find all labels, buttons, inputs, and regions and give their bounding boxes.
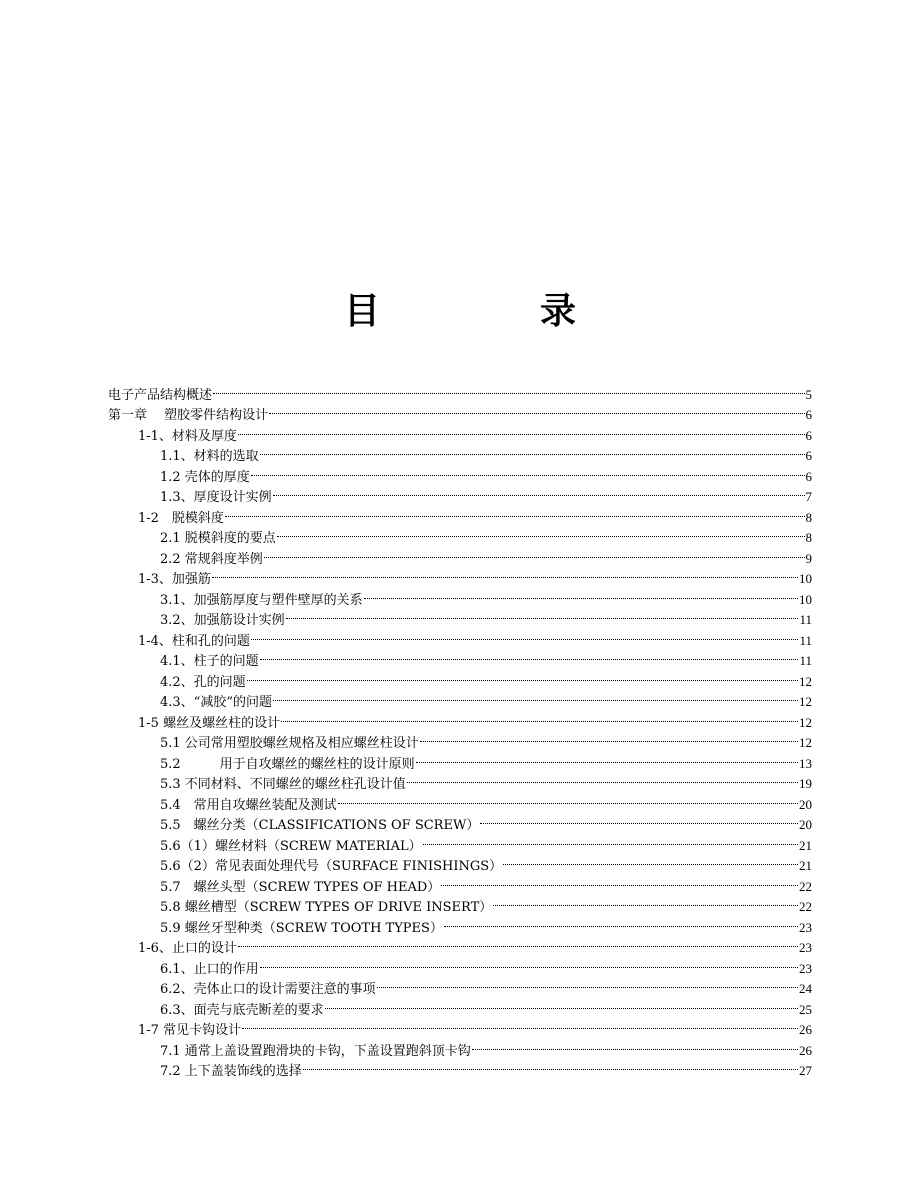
toc-dot-leader bbox=[281, 706, 798, 727]
toc-dot-leader bbox=[251, 460, 805, 481]
toc-entry-page-number: 23 bbox=[799, 919, 812, 935]
toc-entry-page-number: 10 bbox=[799, 571, 812, 586]
toc-entry-page-number: 6 bbox=[805, 468, 812, 484]
toc-entry-page-number: 6 bbox=[805, 448, 812, 463]
toc-entry-label: 第一章 塑胶零件结构设计 bbox=[108, 408, 269, 423]
toc-entry-page-number: 6 bbox=[805, 407, 812, 422]
toc-entry-label: 5.6（2）常见表面处理代号（SURFACE FINISHINGS） bbox=[160, 859, 503, 874]
toc-entry-label: 4.1、柱子的问题 bbox=[160, 654, 259, 669]
toc-entry[interactable] bbox=[108, 563, 812, 587]
toc-entry[interactable] bbox=[108, 583, 812, 608]
toc-dot-leader bbox=[238, 419, 805, 440]
toc-entry-page-number: 22 bbox=[799, 899, 812, 914]
toc-entry-page-number: 5 bbox=[805, 386, 812, 402]
toc-entry-label: 1.1、材料的选取 bbox=[160, 449, 259, 464]
page-title: 目 录 bbox=[343, 290, 638, 332]
toc-dot-leader bbox=[251, 624, 799, 645]
toc-entry-page-number: 11 bbox=[799, 612, 812, 627]
toc-dot-leader bbox=[286, 604, 799, 625]
toc-dot-leader bbox=[480, 809, 798, 830]
toc-dot-leader bbox=[264, 542, 805, 563]
toc-entry-label: 5.5 螺丝分类（CLASSIFICATIONS OF SCREW） bbox=[160, 818, 480, 833]
toc-dot-leader bbox=[303, 1055, 798, 1076]
toc-entry-page-number: 23 bbox=[799, 940, 812, 955]
toc-entry-page-number: 26 bbox=[799, 1042, 812, 1058]
toc-dot-leader bbox=[213, 378, 804, 399]
toc-entry-label: 5.4 常用自攻螺丝装配及测试 bbox=[160, 797, 337, 813]
toc-entry-page-number: 23 bbox=[799, 960, 812, 976]
toc-entry[interactable] bbox=[108, 378, 812, 403]
toc-dot-leader bbox=[493, 891, 798, 912]
toc-dot-leader bbox=[242, 1014, 798, 1035]
toc-entry-label: 4.3、“减胶”的问题 bbox=[160, 695, 272, 710]
toc-dot-leader bbox=[260, 645, 799, 666]
toc-entry-label: 1-4、柱和孔的问题 bbox=[138, 633, 250, 649]
toc-dot-leader bbox=[260, 952, 798, 973]
toc-dot-leader bbox=[338, 788, 798, 809]
toc-entry-label: 1-1、材料及厚度 bbox=[138, 428, 237, 444]
toc-entry-label: 1.2 壳体的厚度 bbox=[160, 469, 250, 485]
toc-entry-page-number: 12 bbox=[799, 735, 812, 750]
toc-entry-label: 6.2、壳体止口的设计需要注意的事项 bbox=[160, 982, 376, 997]
toc-entry-label: 5.1 公司常用塑胶螺丝规格及相应螺丝柱设计 bbox=[160, 736, 419, 751]
toc-entry-page-number: 11 bbox=[799, 653, 812, 668]
toc-entry-page-number: 7 bbox=[805, 489, 812, 504]
toc-entry-label: 4.2、孔的问题 bbox=[160, 674, 246, 690]
toc-entry-label: 5.3 不同材料、不同螺丝的螺丝柱孔设计值 bbox=[160, 777, 406, 792]
toc-dot-leader bbox=[444, 911, 798, 932]
toc-entry-label: 3.1、加强筋厚度与塑件壁厚的关系 bbox=[160, 592, 363, 608]
toc-entry-label: 5.9 螺丝牙型种类（SCREW TOOTH TYPES） bbox=[160, 920, 443, 936]
toc-entry-page-number: 11 bbox=[799, 632, 812, 648]
toc-dot-leader bbox=[441, 870, 798, 891]
toc-dot-leader bbox=[273, 481, 805, 502]
toc-entry-label: 5.2 用于自攻螺丝的螺丝柱的设计原则 bbox=[160, 756, 415, 772]
toc-entry-page-number: 6 bbox=[805, 427, 812, 443]
toc-dot-leader bbox=[247, 665, 798, 686]
toc-entry-label: 1-5 螺丝及螺丝柱的设计 bbox=[138, 715, 281, 731]
toc-entry-page-number: 8 bbox=[805, 530, 812, 545]
toc-entry-label: 电子产品结构概述 bbox=[108, 387, 213, 403]
toc-dot-leader bbox=[277, 522, 805, 543]
toc-dot-leader bbox=[416, 747, 798, 768]
toc-entry-page-number: 20 bbox=[799, 817, 812, 832]
toc-dot-leader bbox=[423, 829, 798, 850]
toc-entry-page-number: 13 bbox=[799, 755, 812, 771]
toc-entry-page-number: 12 bbox=[799, 673, 812, 689]
toc-dot-leader bbox=[377, 973, 798, 994]
toc-entry-page-number: 24 bbox=[799, 981, 812, 996]
toc-entry-label: 6.1、止口的作用 bbox=[160, 961, 259, 977]
toc-entry-page-number: 27 bbox=[799, 1063, 812, 1078]
toc-entry-page-number: 20 bbox=[799, 796, 812, 812]
toc-dot-leader bbox=[269, 399, 804, 420]
toc-dot-leader bbox=[472, 1034, 798, 1055]
toc-entry-label: 1-2 脱模斜度 bbox=[138, 510, 224, 526]
toc-entry-label: 6.3、面壳与底壳断差的要求 bbox=[160, 1002, 324, 1018]
toc-entry-page-number: 22 bbox=[799, 878, 812, 894]
toc-dot-leader bbox=[260, 440, 805, 461]
toc-entry-page-number: 21 bbox=[799, 858, 812, 873]
toc-entry-label: 5.6（1）螺丝材料（SCREW MATERIAL） bbox=[160, 838, 422, 854]
toc-entry-label: 7.1 通常上盖设置跑滑块的卡钩，下盖设置跑斜顶卡钩 bbox=[160, 1043, 471, 1059]
toc-entry-page-number: 8 bbox=[805, 509, 812, 525]
toc-entry-page-number: 25 bbox=[799, 1001, 812, 1017]
toc-dot-leader bbox=[225, 501, 805, 522]
toc-entry-label: 7.2 上下盖装饰线的选择 bbox=[160, 1064, 302, 1079]
toc-entry-page-number: 26 bbox=[799, 1022, 812, 1037]
toc-entry-label: 2.2 常规斜度举例 bbox=[160, 551, 263, 567]
toc-entry-page-number: 10 bbox=[799, 591, 812, 607]
toc-entry-label: 1-3、加强筋 bbox=[138, 572, 211, 587]
toc-entry-label: 1.3、厚度设计实例 bbox=[160, 490, 272, 505]
toc-entry-page-number: 9 bbox=[805, 550, 812, 566]
toc-entry-page-number: 19 bbox=[799, 776, 812, 791]
toc-dot-leader bbox=[238, 932, 798, 953]
toc-entry-label: 2.1 脱模斜度的要点 bbox=[160, 531, 276, 546]
toc-dot-leader bbox=[364, 583, 798, 604]
toc-dot-leader bbox=[420, 727, 798, 748]
toc-entry-label: 1-6、止口的设计 bbox=[138, 941, 237, 956]
toc-dot-leader bbox=[325, 993, 798, 1014]
toc-entry-label: 1-7 常见卡钩设计 bbox=[138, 1023, 242, 1038]
toc-entry[interactable] bbox=[108, 399, 812, 423]
toc-entry-page-number: 12 bbox=[799, 694, 812, 709]
toc-entry-label: 3.2、加强筋设计实例 bbox=[160, 613, 285, 628]
toc-entry-label: 5.8 螺丝槽型（SCREW TYPES OF DRIVE INSERT） bbox=[160, 900, 493, 915]
toc-entry-label: 5.7 螺丝头型（SCREW TYPES OF HEAD） bbox=[160, 879, 441, 895]
toc-dot-leader bbox=[273, 686, 798, 707]
toc-dot-leader bbox=[503, 850, 798, 871]
toc-dot-leader bbox=[212, 563, 798, 584]
toc-entry-page-number: 12 bbox=[799, 714, 812, 730]
toc-dot-leader bbox=[407, 768, 798, 789]
table-of-contents bbox=[108, 378, 812, 1079]
toc-entry-page-number: 21 bbox=[799, 837, 812, 853]
